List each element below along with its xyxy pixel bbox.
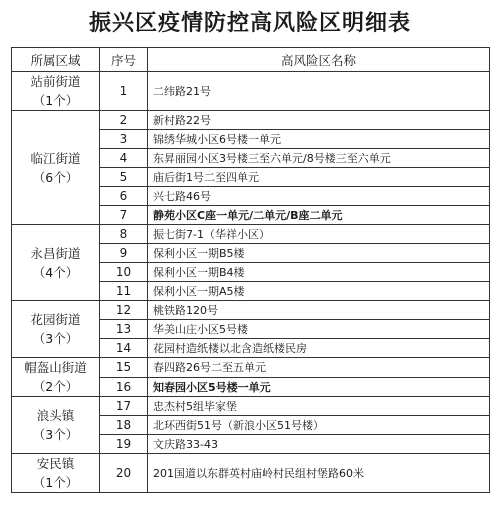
risk-area-name: 锦绣华城小区6号楼一单元: [148, 130, 490, 149]
row-number: 13: [100, 320, 148, 339]
risk-area-name: 花园村造纸楼以北含造纸楼民房: [148, 339, 490, 358]
area-count: （3个）: [32, 331, 79, 346]
risk-area-name: 201国道以东群英村庙岭村民组村堡路60米: [148, 454, 490, 493]
high-risk-area-table: [11, 47, 490, 493]
risk-area-name: 华美山庄小区5号楼: [148, 320, 490, 339]
table-row: [12, 225, 490, 244]
risk-area-name: 保利小区一期B4楼: [148, 263, 490, 282]
area-count: （6个）: [32, 169, 79, 185]
table-row: [12, 397, 490, 416]
area-count: （1个）: [32, 93, 79, 108]
risk-area-name: 保利小区一期B5楼: [148, 244, 490, 263]
risk-area-name: 振七街7-1（华祥小区）: [148, 225, 490, 244]
risk-area-name: 桃铁路120号: [148, 301, 490, 320]
risk-area-name: 春四路26号二至五单元: [148, 358, 490, 378]
risk-area-name: 知春园小区5号楼一单元: [148, 377, 490, 397]
area-cell: [12, 111, 100, 225]
risk-area-name: 北环西街51号（新浪小区51号楼）: [148, 416, 490, 435]
area-count: （1个）: [32, 475, 79, 490]
row-number: 19: [100, 435, 148, 454]
row-number: 10: [100, 263, 148, 282]
risk-area-name: 保利小区一期A5楼: [148, 282, 490, 301]
table-row: [12, 358, 490, 378]
area-name: 临江街道: [30, 150, 81, 166]
area-cell: [12, 72, 100, 111]
row-number: 4: [100, 149, 148, 168]
table-header-row: [12, 48, 490, 72]
row-number: 20: [100, 454, 148, 493]
risk-area-name: 静苑小区C座一单元/二单元/B座二单元: [148, 206, 490, 225]
area-cell: [12, 358, 100, 397]
row-number: 2: [100, 111, 148, 130]
area-cell: [12, 301, 100, 358]
table-row: [12, 301, 490, 320]
risk-area-name: 新村路22号: [148, 111, 490, 130]
area-name: 花园街道: [30, 312, 81, 327]
row-number: 5: [100, 168, 148, 187]
area-count: （3个）: [32, 427, 79, 442]
row-number: 11: [100, 282, 148, 301]
header-area: 所属区域: [12, 48, 100, 72]
area-count: （2个）: [32, 379, 79, 394]
area-name: 站前街道: [30, 74, 81, 89]
risk-area-name: 东昇丽园小区3号楼三至六单元/8号楼三至六单元: [148, 149, 490, 168]
row-number: 18: [100, 416, 148, 435]
row-number: 16: [100, 377, 148, 397]
row-number: 14: [100, 339, 148, 358]
header-num: 序号: [100, 48, 148, 72]
table-row: [12, 111, 490, 130]
risk-area-name: 庙后街1号二至四单元: [148, 168, 490, 187]
risk-area-name: 二纬路21号: [148, 72, 490, 111]
row-number: 12: [100, 301, 148, 320]
row-number: 9: [100, 244, 148, 263]
table-row: [12, 454, 490, 493]
area-cell: [12, 397, 100, 454]
header-name: 高风险区名称: [148, 48, 490, 72]
area-cell: [12, 225, 100, 301]
risk-area-name: 兴七路46号: [148, 187, 490, 206]
row-number: 17: [100, 397, 148, 416]
area-name: 永昌街道: [30, 245, 81, 261]
document-title: 振兴区疫情防控高风险区明细表: [88, 11, 411, 36]
table-row: [12, 72, 490, 111]
row-number: 7: [100, 206, 148, 225]
area-name: 安民镇: [36, 456, 75, 471]
area-count: （4个）: [32, 264, 79, 280]
row-number: 3: [100, 130, 148, 149]
risk-area-name: 文庆路33-43: [148, 435, 490, 454]
row-number: 8: [100, 225, 148, 244]
area-name: 帽盔山街道: [24, 360, 87, 375]
row-number: 15: [100, 358, 148, 378]
area-cell: [12, 454, 100, 493]
row-number: 6: [100, 187, 148, 206]
area-name: 浪头镇: [36, 408, 75, 423]
row-number: 1: [100, 72, 148, 111]
risk-area-name: 忠杰村5组毕家堡: [148, 397, 490, 416]
